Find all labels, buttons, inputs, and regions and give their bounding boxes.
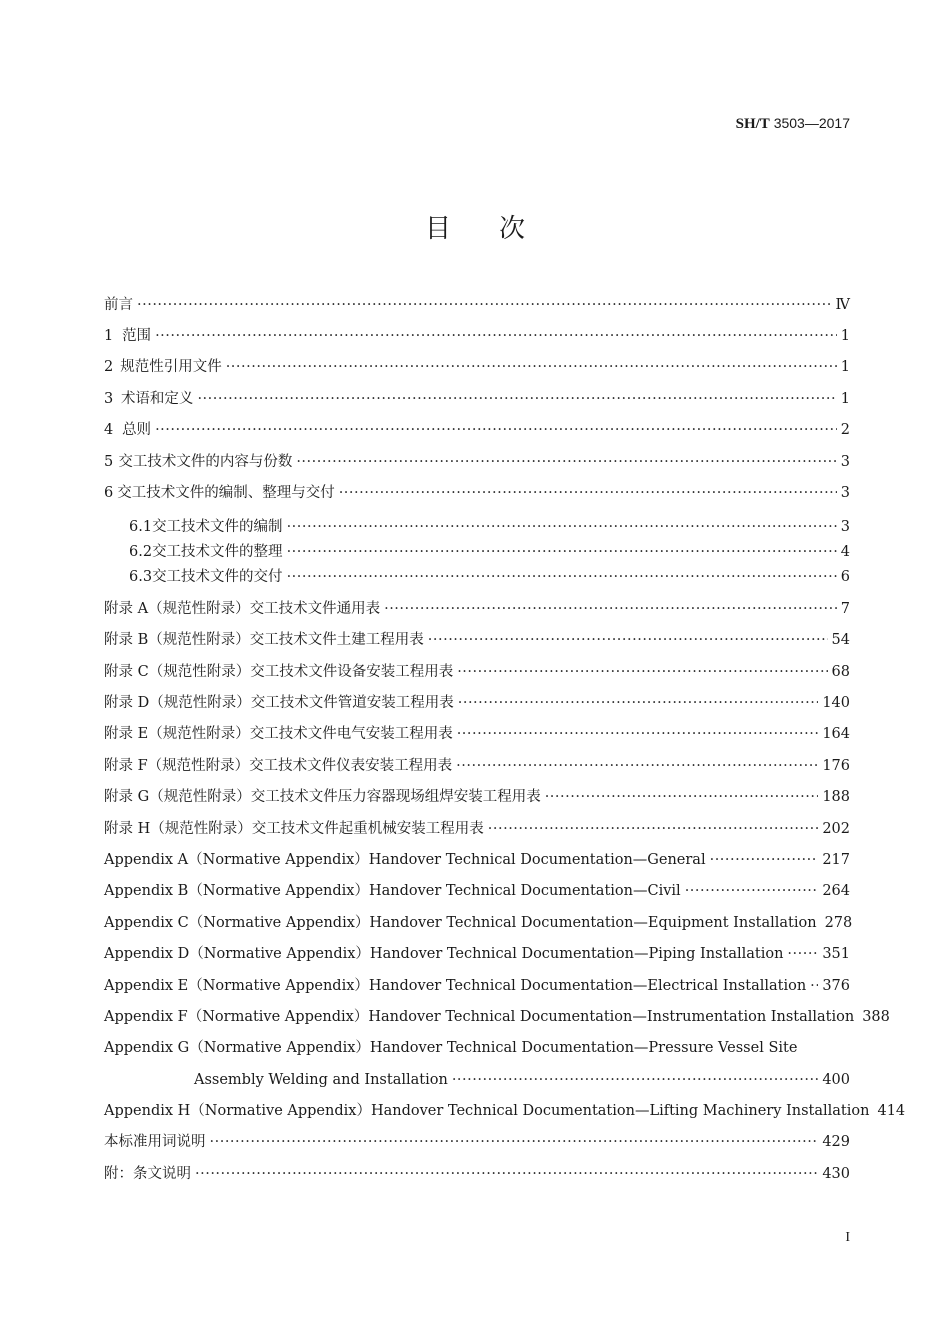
dot-leader [452, 1067, 819, 1093]
toc-number: 2 [104, 359, 114, 375]
toc-entry-appendix-e-cn[interactable] [104, 721, 850, 747]
toc-label: 本标准用词说明 [104, 1134, 206, 1150]
toc-entry-appendix-d-cn[interactable] [104, 690, 850, 716]
toc-label: 附：条文说明 [104, 1166, 191, 1182]
toc-label: 总则 [122, 422, 152, 438]
toc-entry-appendix-f-en[interactable] [104, 1004, 890, 1030]
toc-entry-5[interactable] [104, 449, 850, 475]
toc-page: 1 [840, 359, 850, 375]
toc-page: 176 [822, 758, 850, 774]
toc-entry-clause-explanation[interactable] [104, 1161, 850, 1187]
toc-page: 68 [831, 664, 850, 680]
toc-page: 217 [822, 852, 850, 868]
toc-page: 4 [840, 544, 850, 560]
dot-leader [137, 292, 832, 318]
toc-label: Appendix H（Normative Appendix）Handover Technical Documentation—Lifting Machinery Installation [104, 1103, 870, 1119]
toc-entry-6-1[interactable] [129, 514, 850, 540]
toc-label: 前言 [104, 297, 133, 313]
toc-number: 6.3 [129, 569, 153, 585]
dot-leader [456, 753, 818, 779]
toc-entry-appendix-g-en-continued[interactable] [194, 1067, 850, 1093]
toc-entry-appendix-b-en[interactable] [104, 878, 850, 904]
dot-leader [458, 690, 819, 716]
toc-label: 交工技术文件的交付 [152, 569, 283, 585]
toc-page: 430 [822, 1166, 850, 1182]
toc-entry-appendix-g-cn[interactable] [104, 784, 850, 810]
toc-page: 2 [840, 422, 850, 438]
toc-page: Ⅳ [835, 297, 850, 313]
toc-page: 1 [840, 391, 850, 407]
toc-page: 140 [822, 695, 850, 711]
toc-label: 规范性引用文件 [120, 359, 222, 375]
toc-label: Appendix B（Normative Appendix）Handover Technical Documentation—Civil [104, 883, 681, 899]
toc-entry-appendix-g-en[interactable] [104, 1035, 850, 1061]
toc-entry-6-2[interactable] [129, 539, 850, 565]
toc-entry-4[interactable] [104, 417, 850, 443]
toc-label: Appendix F（Normative Appendix）Handover Technical Documentation—Instrumentation Installation [104, 1009, 855, 1025]
dot-leader [488, 816, 819, 842]
toc-page: 7 [840, 601, 850, 617]
toc-page: 3 [840, 519, 850, 535]
dot-leader [296, 449, 836, 475]
dot-leader [339, 480, 837, 506]
dot-leader [197, 386, 836, 412]
dot-leader [155, 417, 837, 443]
toc-label: Appendix E（Normative Appendix）Handover Technical Documentation—Electrical Installation [104, 978, 807, 994]
toc-entry-appendix-a-en[interactable] [104, 847, 850, 873]
toc-label: 术语和定义 [120, 391, 194, 407]
toc-entry-appendix-c-cn[interactable] [104, 659, 850, 685]
toc-page: 6 [840, 569, 850, 585]
toc-page: 1 [840, 328, 850, 344]
toc-label: 附录 C（规范性附录）交工技术文件设备安装工程用表 [104, 664, 454, 680]
toc-entry-2[interactable] [104, 354, 850, 380]
dot-leader [287, 514, 837, 540]
dot-leader [226, 354, 837, 380]
dot-leader [287, 539, 837, 565]
toc-label: Appendix C（Normative Appendix）Handover Technical Documentation—Equipment Installation [104, 915, 817, 931]
toc-label: 附录 E（规范性附录）交工技术文件电气安装工程用表 [104, 726, 453, 742]
toc-label: 附录 A（规范性附录）交工技术文件通用表 [104, 601, 381, 617]
standard-number: 3503—2017 [773, 115, 850, 131]
toc-page: 3 [840, 454, 850, 470]
toc-entry-appendix-h-cn[interactable] [104, 816, 850, 842]
toc-label: 范围 [122, 328, 152, 344]
dot-leader [710, 847, 819, 873]
toc-label: 附录 H（规范性附录）交工技术文件起重机械安装工程用表 [104, 821, 484, 837]
dot-leader [787, 941, 818, 967]
toc-label: 附录 D（规范性附录）交工技术文件管道安装工程用表 [104, 695, 454, 711]
standard-prefix: SH/T [735, 116, 770, 132]
toc-entry-appendix-b-cn[interactable] [104, 627, 850, 653]
toc-number: 6.1 [129, 519, 153, 535]
toc-page: 278 [824, 915, 853, 931]
toc-entry-appendix-c-en[interactable] [104, 910, 853, 936]
toc-page: 376 [822, 978, 850, 994]
toc-entry-terms-explanation[interactable] [104, 1129, 850, 1155]
toc-page: 388 [862, 1009, 890, 1025]
toc-page: 351 [822, 946, 850, 962]
toc-entry-appendix-a-cn[interactable] [104, 596, 850, 622]
toc-page: 3 [840, 485, 850, 501]
toc-number: 5 [104, 454, 114, 470]
dot-leader [457, 721, 819, 747]
toc-number: 6 [104, 485, 114, 501]
page-title: 目次 [424, 214, 573, 244]
toc-entry-appendix-h-en[interactable] [104, 1098, 906, 1124]
dot-leader [155, 323, 837, 349]
toc-label: 附录 F（规范性附录）交工技术文件仪表安装工程用表 [104, 758, 453, 774]
toc-entry-appendix-f-cn[interactable] [104, 753, 850, 779]
toc-page: 202 [822, 821, 850, 837]
toc-label: 交工技术文件的编制、整理与交付 [117, 485, 335, 501]
dot-leader [210, 1129, 819, 1155]
dot-leader [287, 564, 837, 590]
toc-page: 429 [822, 1134, 850, 1150]
toc-label: 交工技术文件的内容与份数 [118, 454, 293, 470]
dot-leader [457, 659, 827, 685]
toc-entry-6-3[interactable] [129, 564, 850, 590]
toc-label: 附录 G（规范性附录）交工技术文件压力容器现场组焊安装工程用表 [104, 789, 541, 805]
standard-code-header [736, 115, 850, 133]
toc-label: 交工技术文件的编制 [152, 519, 283, 535]
toc-label: Appendix G（Normative Appendix）Handover Technical Documentation—Pressure Vessel Site [104, 1040, 798, 1056]
toc-number: 4 [104, 422, 114, 438]
dot-leader [810, 973, 818, 999]
toc-label: Appendix A（Normative Appendix）Handover Technical Documentation—General [104, 852, 706, 868]
toc-page: 414 [877, 1103, 906, 1119]
page-folio: I [845, 1230, 850, 1245]
toc-page: 400 [822, 1072, 850, 1088]
toc-number: 6.2 [129, 544, 153, 560]
toc-entry-foreword[interactable] [104, 292, 850, 318]
dot-leader [685, 878, 819, 904]
dot-leader [545, 784, 819, 810]
dot-leader [384, 596, 837, 622]
toc-page: 264 [822, 883, 850, 899]
toc-number: 3 [104, 391, 114, 407]
toc-page: 54 [831, 632, 850, 648]
toc-entry-6[interactable] [104, 480, 850, 506]
toc-entry-appendix-d-en[interactable] [104, 941, 850, 967]
toc-entry-appendix-e-en[interactable] [104, 973, 850, 999]
toc-label: Assembly Welding and Installation [194, 1072, 448, 1088]
toc-entry-1[interactable] [104, 323, 850, 349]
toc-page: 164 [822, 726, 850, 742]
dot-leader [428, 627, 828, 653]
dot-leader [195, 1161, 818, 1187]
toc-entry-3[interactable] [104, 386, 850, 412]
toc-label: 交工技术文件的整理 [152, 544, 283, 560]
toc-number: 1 [104, 328, 114, 344]
toc-label: Appendix D（Normative Appendix）Handover Technical Documentation—Piping Installation [104, 946, 784, 962]
toc-label: 附录 B（规范性附录）交工技术文件土建工程用表 [104, 632, 424, 648]
toc-page: 188 [822, 789, 850, 805]
